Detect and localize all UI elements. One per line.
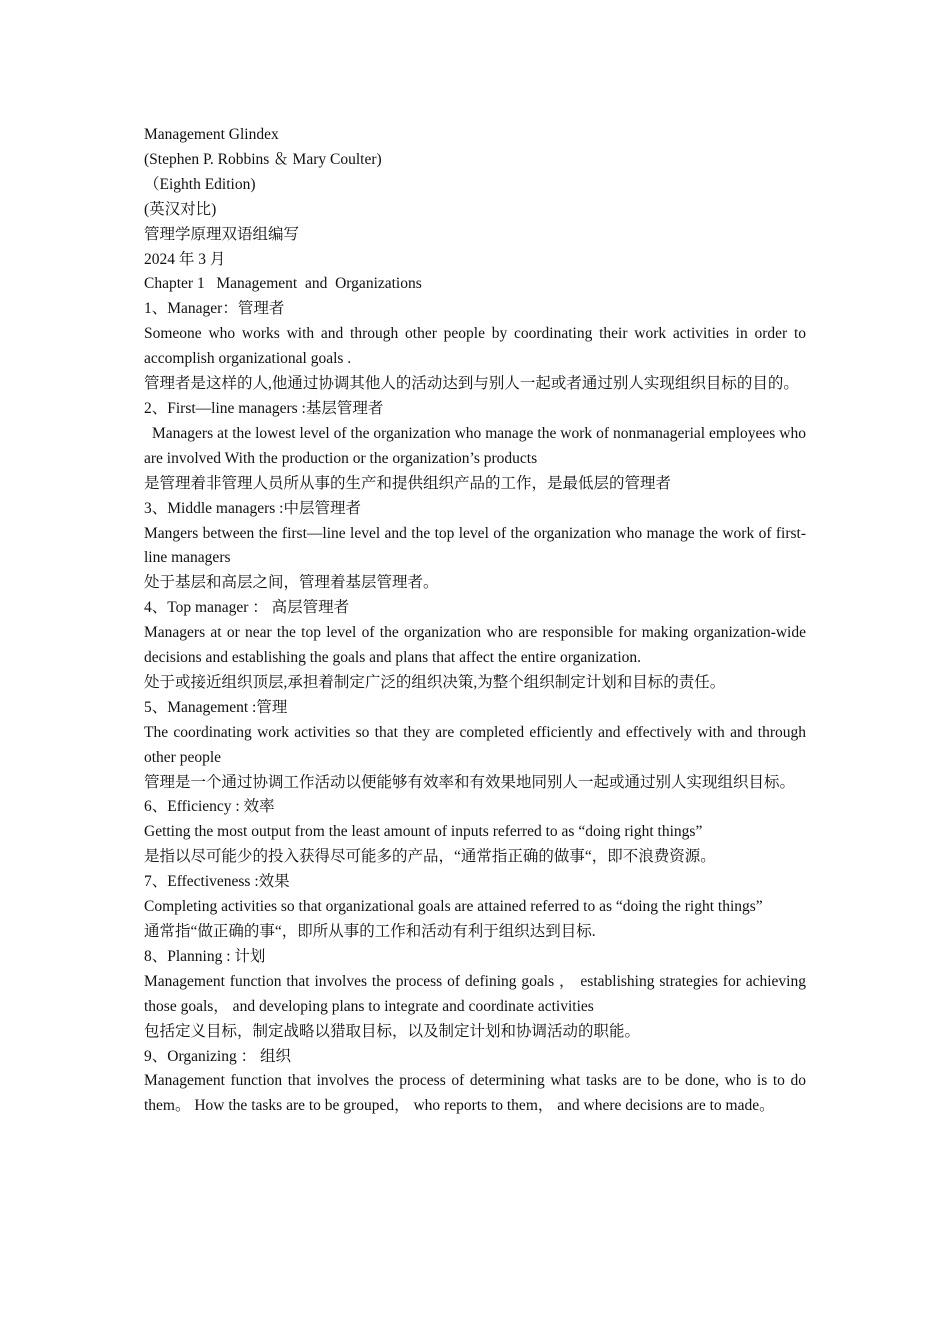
- term-heading: 1、Manager：管理者: [144, 300, 285, 318]
- term-definition-zh: 通常指“做正确的事“，即所从事的工作和活动有利于组织达到目标.: [144, 923, 596, 940]
- term-heading: 4、Top manager ： 高层管理者: [144, 599, 350, 617]
- term-heading: 9、Organizing ： 组织: [144, 1047, 291, 1065]
- term-definition-en: Management function that involves the process of determining what tasks are to be done, who is to do them。 How the tasks are to be grouped， who reports to them， and where decisions are to made。: [144, 1072, 806, 1115]
- term-heading: 5、Management :管理: [144, 698, 288, 716]
- term-definition-en: The coordinating work activities so that they are completed efficiently and effectively with and through other people: [144, 723, 806, 766]
- term-heading: 3、Middle managers :中层管理者: [144, 499, 361, 517]
- term-definition-en: Mangers between the first—line level and the top level of the organization who manage the work of first-line managers: [144, 524, 806, 567]
- term-heading: 6、Efficiency : 效率: [144, 798, 275, 816]
- term-heading: 2、First—line managers :基层管理者: [144, 399, 384, 417]
- document-date: 2024 年 3 月: [144, 250, 226, 268]
- term-definition-en: Someone who works with and through other people by coordinating their work activities in order to accomplish organizational goals .: [144, 325, 806, 368]
- term-heading: 7、Effectiveness :效果: [144, 873, 290, 891]
- document-page: [144, 123, 806, 1119]
- term-definition-zh: 是指以尽可能少的投入获得尽可能多的产品，“通常指正确的做事“，即不浪费资源。: [144, 848, 716, 866]
- compiler-line: 管理学原理双语组编写: [144, 225, 300, 243]
- term-definition-zh: 处于或接近组织顶层,承担着制定广泛的组织决策,为整个组织制定计划和目标的责任。: [144, 673, 726, 691]
- term-heading: 8、Planning : 计划: [144, 947, 266, 965]
- document-edition: （Eighth Edition): [144, 175, 256, 193]
- term-definition-zh: 管理者是这样的人,他通过协调其他人的活动达到与别人一起或者通过别人实现组织目标的目的。: [144, 375, 799, 393]
- term-definition-en: Managers at the lowest level of the organization who manage the work of nonmanagerial employees who are involved With the production or the organization’s products: [144, 424, 806, 467]
- term-definition-en: Completing activities so that organizational goals are attained referred to as “doing the right things”: [144, 898, 763, 916]
- bilingual-note: (英汉对比): [144, 200, 217, 218]
- term-definition-en: Management function that involves the process of defining goals ， establishing strategies for achieving those goals， and developing plans to integrate and coordinate activities: [144, 972, 806, 1015]
- term-definition-zh: 处于基层和高层之间，管理着基层管理者。: [144, 574, 439, 592]
- document-title: Management Glindex: [144, 126, 279, 143]
- document-authors: (Stephen P. Robbins ＆ Mary Coulter): [144, 150, 382, 168]
- term-definition-zh: 管理是一个通过协调工作活动以便能够有效率和有效果地同别人一起或通过别人实现组织目标。: [144, 773, 796, 791]
- term-definition-zh: 是管理着非管理人员所从事的生产和提供组织产品的工作，是最低层的管理者: [144, 474, 672, 492]
- chapter-heading: Chapter 1 Management and Organizations: [144, 275, 422, 293]
- term-definition-zh: 包括定义目标，制定战略以猎取目标，以及制定计划和协调活动的职能。: [144, 1022, 641, 1040]
- term-definition-en: Getting the most output from the least amount of inputs referred to as “doing right things”: [144, 823, 703, 841]
- term-definition-en: Managers at or near the top level of the organization who are responsible for making organization-wide decisions and establishing the goals and plans that affect the entire organization.: [144, 624, 806, 667]
